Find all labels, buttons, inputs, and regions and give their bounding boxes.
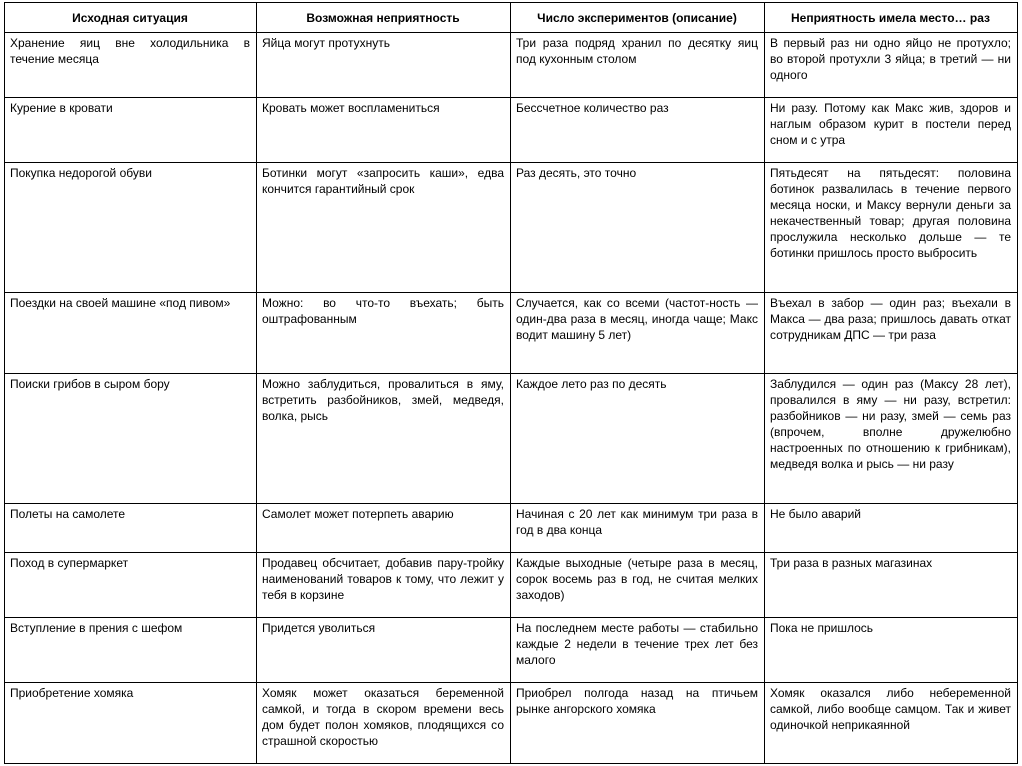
experiments-cell: На последнем месте работы — стабильно каждые 2 недели в течение трех лет без малого — [511, 618, 765, 683]
occurred-cell: Не было аварий — [765, 504, 1018, 553]
trouble-cell: Кровать может воспламениться — [257, 98, 511, 163]
trouble-cell: Ботинки могут «запросить каши», едва кончится гарантийный срок — [257, 163, 511, 293]
situation-cell: Хранение яиц вне холодильника в течение месяца — [5, 33, 257, 98]
trouble-cell: Самолет может потерпеть аварию — [257, 504, 511, 553]
table-row — [5, 683, 1018, 764]
trouble-cell: Можно: во что-то въехать; быть оштрафованным — [257, 293, 511, 374]
occurred-cell: В первый раз ни одно яйцо не протухло; во второй протухли 3 яйца; в третий — ни одного — [765, 33, 1018, 98]
header-row — [5, 3, 1018, 33]
trouble-cell: Продавец обсчитает, добавив пару-тройку наименований товаров к тому, что лежит у тебя в корзине — [257, 553, 511, 618]
occurred-cell: Три раза в разных магазинах — [765, 553, 1018, 618]
experiments-cell: Три раза подряд хранил по десятку яиц под кухонным столом — [511, 33, 765, 98]
situation-cell: Курение в кровати — [5, 98, 257, 163]
situation-cell: Вступление в прения с шефом — [5, 618, 257, 683]
table-row — [5, 163, 1018, 293]
table-row — [5, 504, 1018, 553]
situation-cell: Приобретение хомяка — [5, 683, 257, 764]
situation-cell: Покупка недорогой обуви — [5, 163, 257, 293]
experiments-table — [4, 2, 1018, 764]
trouble-cell: Яйца могут протухнуть — [257, 33, 511, 98]
occurred-cell: Въехал в забор — один раз; въехали в Макса — два раза; пришлось давать откат сотрудникам ДПС — три раза — [765, 293, 1018, 374]
table-row — [5, 374, 1018, 504]
occurred-cell: Пятьдесят на пятьдесят: половина ботинок развалилась в течение первого месяца носки, и Максу вернули деньги за некачественный товар; другая половина прослужила несколько дольше — те ботинки пришлось просто выбросить — [765, 163, 1018, 293]
trouble-cell: Можно заблудиться, провалиться в яму, встретить разбойников, змей, медведя, волка, рысь — [257, 374, 511, 504]
occurred-cell: Ни разу. Потому как Макс жив, здоров и наглым образом курит в постели перед сном и с утра — [765, 98, 1018, 163]
situation-cell: Поиски грибов в сыром бору — [5, 374, 257, 504]
occurred-cell: Хомяк оказался либо небеременной самкой, либо вообще самцом. Так и живет одиночкой неприкаянной — [765, 683, 1018, 764]
table-row — [5, 98, 1018, 163]
header-experiments-count: Число экспериментов (описание) — [511, 3, 765, 33]
trouble-cell: Придется уволиться — [257, 618, 511, 683]
experiments-cell: Каждое лето раз по десять — [511, 374, 765, 504]
situation-cell: Полеты на самолете — [5, 504, 257, 553]
situation-cell: Поход в супермаркет — [5, 553, 257, 618]
trouble-cell: Хомяк может оказаться беременной самкой, и тогда в скором времени весь дом будет полон хомяков, плодящихся со страшной скоростью — [257, 683, 511, 764]
experiments-cell: Случается, как со всеми (частот-ность — один-два раза в месяц, иногда чаще; Макс водит машину 5 лет) — [511, 293, 765, 374]
table-row — [5, 553, 1018, 618]
occurred-cell: Пока не пришлось — [765, 618, 1018, 683]
header-possible-trouble: Возможная неприятность — [257, 3, 511, 33]
experiments-cell: Бессчетное количество раз — [511, 98, 765, 163]
occurred-cell: Заблудился — один раз (Максу 28 лет), провалился в яму — ни разу, встретил: разбойников — ни разу, змей — семь раз (впрочем, вполне дружелюбно настроенных по отношению к грибникам), медведя волка и рысь — ни разу — [765, 374, 1018, 504]
experiments-cell: Начиная с 20 лет как минимум три раза в год в два конца — [511, 504, 765, 553]
table-row — [5, 293, 1018, 374]
experiments-cell: Каждые выходные (четыре раза в месяц, сорок восемь раз в год, не считая мелких заходов) — [511, 553, 765, 618]
table-row — [5, 618, 1018, 683]
table-row — [5, 33, 1018, 98]
situation-cell: Поездки на своей машине «под пивом» — [5, 293, 257, 374]
header-trouble-occurred: Неприятность имела место… раз — [765, 3, 1018, 33]
header-situation: Исходная ситуация — [5, 3, 257, 33]
experiments-cell: Раз десять, это точно — [511, 163, 765, 293]
experiments-cell: Приобрел полгода назад на птичьем рынке ангорского хомяка — [511, 683, 765, 764]
